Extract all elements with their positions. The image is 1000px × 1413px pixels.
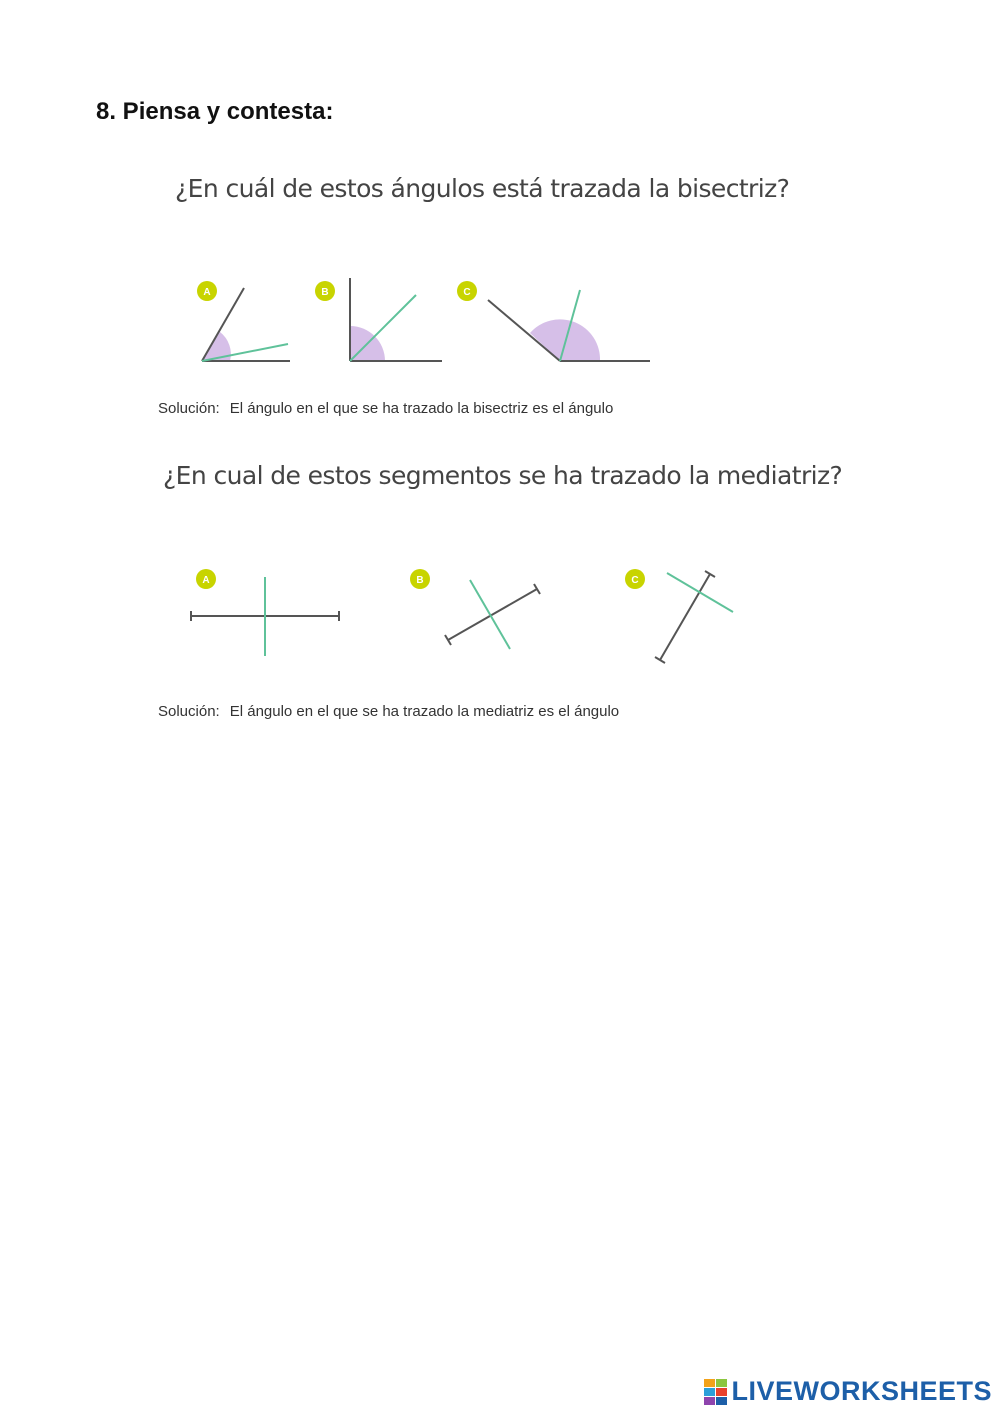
segment-b[interactable]: [410, 569, 540, 649]
exercise-title: 8. Piensa y contesta:: [96, 98, 334, 125]
solution-label: Solución:: [158, 400, 220, 417]
segments-figure: [180, 560, 750, 670]
angle-a[interactable]: [197, 281, 290, 361]
solution-text: El ángulo en el que se ha trazado la mediatriz es el ángulo: [229, 703, 620, 720]
badge-a-label: A: [202, 575, 210, 586]
angle-b[interactable]: [315, 278, 442, 361]
liveworksheets-icon: [704, 1379, 728, 1405]
solution-label: Solución:: [158, 703, 220, 720]
question-bisectriz: ¿En cuál de estos ángulos está trazada la bisectriz?: [175, 174, 790, 203]
brand-name: LIVEWORKSHEETS: [731, 1376, 992, 1406]
liveworksheets-logo: [704, 1376, 992, 1407]
badge-c-label: C: [463, 287, 471, 298]
segment-c[interactable]: [625, 569, 733, 663]
solution-text: El ángulo en el que se ha trazado la bisectriz es el ángulo: [229, 400, 614, 417]
segment-a[interactable]: [191, 569, 339, 656]
solution-bisectriz: [158, 400, 613, 417]
badge-b-label: B: [321, 287, 329, 298]
badge-a-label: A: [203, 287, 211, 298]
question-mediatriz: ¿En cual de estos segmentos se ha trazado la mediatriz?: [163, 461, 843, 490]
angle-c[interactable]: [457, 281, 650, 361]
angles-figure: [180, 270, 670, 380]
badge-c-label: C: [631, 575, 639, 586]
solution-mediatriz: [158, 703, 619, 720]
badge-b-label: B: [416, 575, 424, 586]
